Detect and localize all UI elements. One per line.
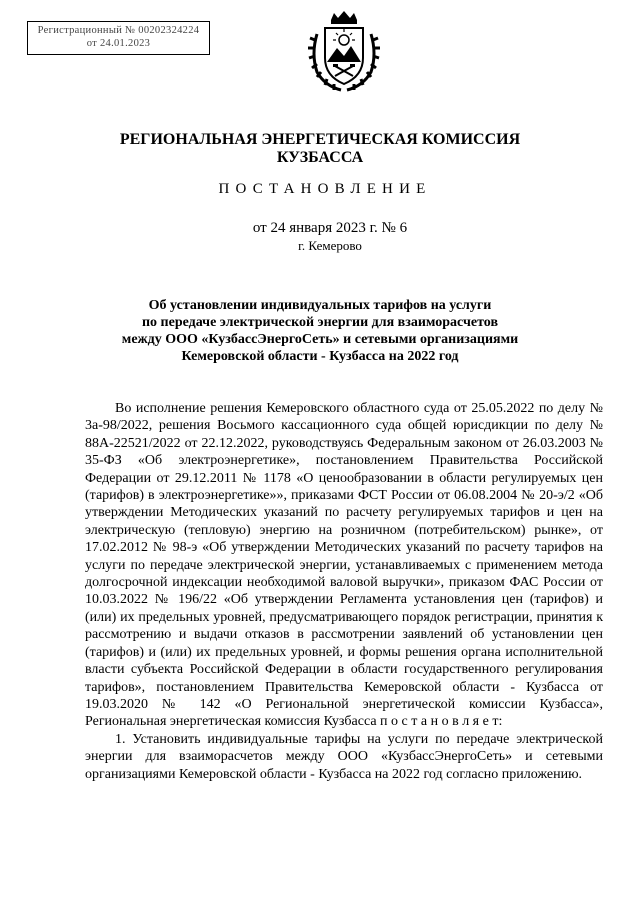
subject-line-1: Об установлении индивидуальных тарифов на услуги — [148, 298, 492, 313]
subject-line-3: между ООО «КузбассЭнергоСеть» и сетевыми организациями — [121, 332, 519, 347]
authority-line-2: КУЗБАССА — [276, 149, 364, 166]
registration-stamp — [27, 21, 210, 55]
subject-line-2: по передаче электрической энергии для взаиморасчетов — [141, 315, 499, 330]
body-paragraph-item-1: 1. Установить индивидуальные тарифы на услуги по передаче электрической энергии для взаиморасчетов между ООО «КузбассЭнергоСеть» и сетевыми организациями Кемеровской области - Кузбасса на 2022 год согласно приложению. — [85, 731, 603, 782]
document-date-number: от 24 января 2023 г. № 6 — [252, 220, 408, 236]
document-city: г. Кемерово — [298, 238, 362, 253]
registration-number: Регистрационный № 00202324224 — [37, 25, 200, 36]
issuing-authority — [80, 131, 560, 167]
body-paragraph-preamble: Во исполнение решения Кемеровского областного суда от 25.05.2022 по делу № 3а-98/2022, решения Восьмого кассационного суда общей юрисдикции по делу № 88А-22521/2022 от 22.12.2022, руководствуясь Федеральным законом от 26.03.2003 № 35-ФЗ «Об электроэнергетике», постановлением Правительства Российской Федерации от 29.12.2011 № 1178 «О ценообразовании в области регулируемых цен (тарифов) в электроэнергетике»», приказами ФСТ России от 06.08.2004 № 20-э/2 «Об утверждении Методических указаний по расчету регулируемых тарифов и цен на электрическую (тепловую) энергию на розничном (потребительском) рынке», от 17.02.2012 № 98-э «Об утверждении Методических указаний по расчету тарифов на услуги по передаче электрической энергии, устанавливаемых с применением метода долгосрочной индексации необходимой валовой выручки», приказом ФАС России от 10.03.2022 № 196/22 «Об утверждении Регламента установления цен (тарифов) и (или) их предельных уровней, предусматривающего порядок регистрации, принятия к рассмотрению и выдачи отказов в рассмотрении заявлений об установлении цен (тарифов) и (или) их предельных уровней, и формы решения органа исполнительной власти субъекта Российской Федерации в области государственного регулирования тарифов», постановлением Правительства Кемеровской области - Кузбасса от 19.03.2020 № 142 «О Региональной энергетической комиссии Кузбасса», Региональная энергетическая комиссия Кузбасса п о с т а н о в л я е т: — [85, 401, 603, 730]
document-subject — [95, 297, 545, 365]
document-type: ПОСТАНОВЛЕНИЕ — [218, 181, 432, 197]
coat-of-arms-emblem — [307, 10, 381, 94]
authority-line-1: РЕГИОНАЛЬНАЯ ЭНЕРГЕТИЧЕСКАЯ КОМИССИЯ — [119, 131, 521, 148]
document-body — [85, 400, 603, 783]
registration-date: от 24.01.2023 — [86, 38, 151, 49]
subject-line-4: Кемеровской области - Кузбасса на 2022 год — [181, 349, 459, 364]
